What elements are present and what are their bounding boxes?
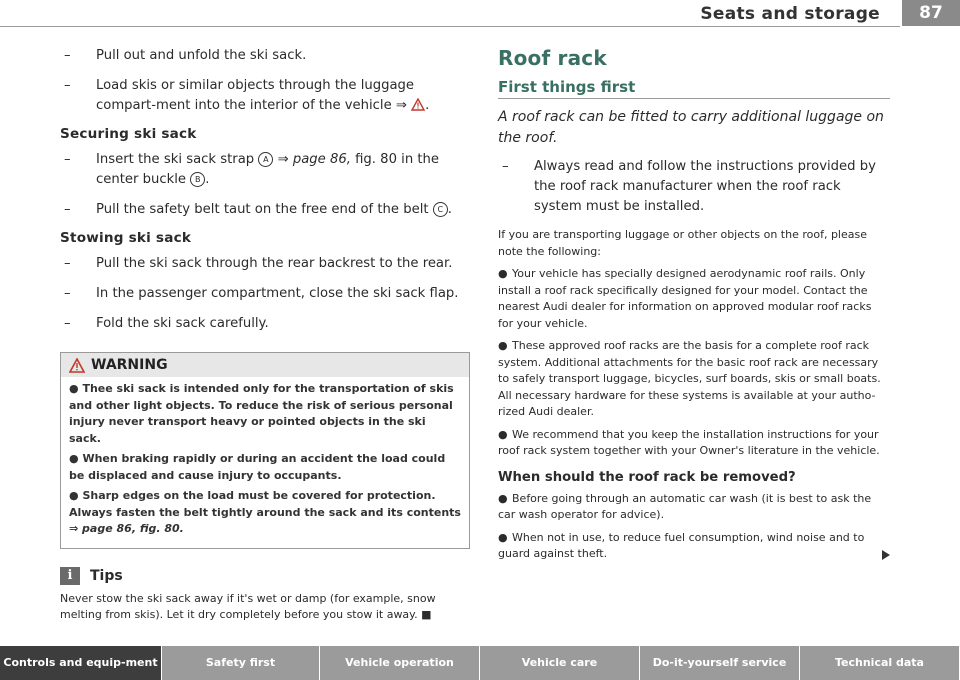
- list-item: ● When not in use, to reduce fuel consumption, wind noise and to guard against theft.: [498, 530, 890, 563]
- warning-icon: [411, 98, 425, 111]
- intro-text: A roof rack can be fitted to carry additional luggage on the roof.: [498, 109, 884, 146]
- warning-title: WARNING: [91, 357, 168, 373]
- step-pull-belt: – Pull the safety belt taut on the free end of the belt C .: [60, 200, 468, 220]
- transport-note: If you are transporting luggage or other objects on the roof, please note the following:: [498, 228, 867, 258]
- marker-c-icon: C: [433, 202, 448, 217]
- section-title: Seats and storage: [700, 4, 880, 24]
- warning-page-ref-link[interactable]: ⇒ page 86, fig. 80.: [69, 522, 184, 535]
- tab-care[interactable]: Vehicle care: [480, 646, 640, 680]
- tab-controls[interactable]: Controls and equip-ment: [0, 646, 162, 680]
- warning-item: ● Thee ski sack is intended only for the transportation of skis and other light objects. To reduce the risk of serious personal injury never transport heavy or pointed objects in the ski sack.: [69, 382, 454, 445]
- warning-body: [61, 377, 469, 548]
- tips-header: [60, 567, 468, 585]
- subsection-heading: First things first: [498, 78, 890, 99]
- header-rule: [0, 26, 900, 27]
- chapter-nav: [0, 646, 960, 680]
- marker-a-icon: A: [258, 152, 273, 167]
- list-item: ● Before going through an automatic car wash (it is best to ask the car wash operator for advice).: [498, 491, 872, 521]
- step-close-flap: – In the passenger compartment, close the ski sack flap.: [60, 284, 468, 304]
- list-item: ● These approved roof racks are the basis for a complete roof rack system. Additional attachments for the basic roof rack are necessary to safely transport luggage, bicycles, surf boards, skis or small boats. All necessary hardware for these systems is available at your autho-rized Audi dealer.: [498, 339, 881, 418]
- left-column: [60, 46, 468, 624]
- page-ref-link[interactable]: ⇒ page 86,: [277, 152, 351, 167]
- warning-triangle-icon: [69, 358, 85, 373]
- removal-heading: When should the roof rack be removed?: [498, 469, 796, 485]
- page-number: 87: [902, 0, 960, 26]
- step-load: – Load skis or similar objects through the luggage compart-ment into the interior of the vehicle ⇒ .: [60, 76, 468, 116]
- section-heading: Roof rack: [498, 46, 607, 70]
- step-pull-rear: – Pull the ski sack through the rear backrest to the rear.: [60, 254, 468, 274]
- tab-operation[interactable]: Vehicle operation: [320, 646, 480, 680]
- step-insert-strap: – Insert the ski sack strap A ⇒ page 86, fig. 80 in the center buckle B .: [60, 150, 468, 190]
- heading-stowing: Stowing ski sack: [60, 230, 192, 246]
- warning-box: [60, 352, 470, 549]
- info-icon: i: [60, 567, 80, 585]
- warning-item: ● When braking rapidly or during an accident the load could be displaced and cause injury to occupants.: [69, 452, 446, 482]
- tips-title: Tips: [90, 567, 123, 584]
- warning-item: ● Sharp edges on the load must be covered for protection. Always fasten the belt tightly around the sack and its contents ⇒ page 86, fig. 80.: [69, 489, 461, 535]
- list-item: ● We recommend that you keep the installation instructions for your roof rack system together with your Owner's literature in the vehicle.: [498, 427, 880, 457]
- tab-technical[interactable]: Technical data: [800, 646, 960, 680]
- list-item: ● Your vehicle has specially designed aerodynamic roof rails. Only install a roof rack specifically designed for your model. Contact the nearest Audi dealer for information on approved modular roof racks for your vehicle.: [498, 267, 872, 330]
- next-page-arrow-icon[interactable]: [882, 550, 890, 560]
- heading-securing: Securing ski sack: [60, 126, 197, 142]
- step-fold: – Fold the ski sack carefully.: [60, 314, 468, 334]
- warning-header: [61, 353, 469, 377]
- tips-text: Never stow the ski sack away if it's wet or damp (for example, snow melting from skis). Let it dry completely before you stow it away. ■: [60, 591, 436, 621]
- tab-safety[interactable]: Safety first: [162, 646, 320, 680]
- right-column: [498, 46, 890, 569]
- tab-diy-service[interactable]: Do-it-yourself service: [640, 646, 800, 680]
- step-read-instructions: – Always read and follow the instructions provided by the roof rack manufacturer when the roof rack system must be installed.: [498, 157, 890, 217]
- step-unfold: – Pull out and unfold the ski sack.: [60, 46, 468, 66]
- marker-b-icon: B: [190, 172, 205, 187]
